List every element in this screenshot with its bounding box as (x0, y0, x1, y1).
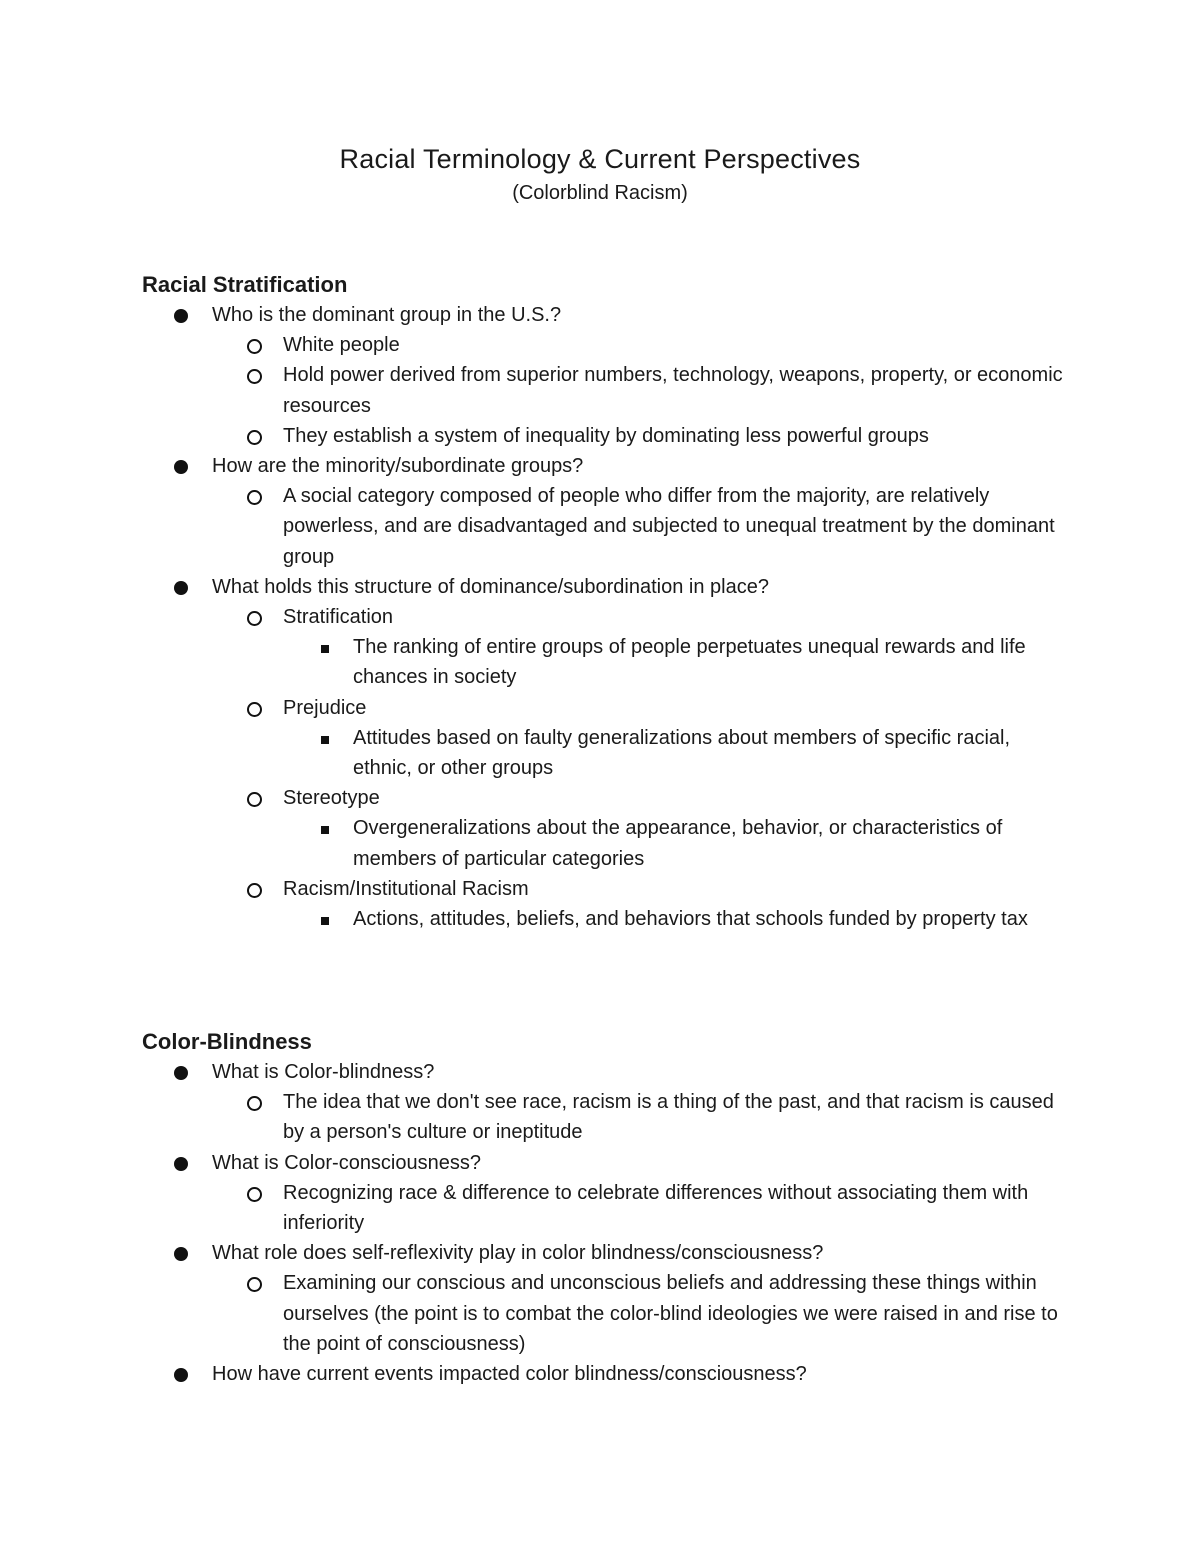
bullet-circle-icon (247, 874, 262, 907)
bullet-dot-icon (174, 1359, 188, 1391)
document-title: Racial Terminology & Current Perspectives (339, 144, 861, 174)
bullet-circle-icon (247, 421, 262, 454)
definition-text: The ranking of entire groups of people perpetuates unequal rewards and life chances in society (353, 636, 1026, 689)
definition-item (353, 904, 1073, 934)
question-item (212, 1148, 1072, 1178)
question-item (212, 572, 1072, 602)
section-heading: Racial Stratification (142, 272, 348, 297)
bullet-circle-icon (247, 330, 262, 363)
bullet-dot-icon (174, 1238, 188, 1270)
bullet-circle-icon (247, 360, 262, 393)
term-text: Racism/Institutional Racism (283, 877, 529, 900)
question-text: How are the minority/subordinate groups? (212, 455, 584, 478)
bullet-circle-icon (247, 1087, 262, 1120)
bullet-circle-icon (247, 783, 262, 816)
question-text: How have current events impacted color blindness/consciousness? (212, 1363, 807, 1386)
bullet-square-icon (321, 813, 329, 843)
definition-text: Attitudes based on faulty generalizations about members of specific racial, ethnic, or other groups (353, 726, 1011, 780)
document-subtitle: (Colorblind Racism) (512, 182, 688, 204)
bullet-dot-icon (174, 572, 188, 604)
term-text: Prejudice (283, 696, 367, 719)
answer-text: Recognizing race & difference to celebrate differences without associating them with inferiority (283, 1181, 1029, 1235)
question-text: Who is the dominant group in the U.S.? (212, 304, 562, 326)
definition-text: Overgeneralizations about the appearance, behavior, or characteristics of members of particular categories (353, 817, 1003, 870)
bullet-dot-icon (174, 451, 188, 483)
question-text: What is Color-blindness? (212, 1061, 435, 1083)
question-item (212, 1359, 1072, 1389)
question-item (212, 300, 1072, 330)
question-text: What role does self-reflexivity play in color blindness/consciousness? (212, 1242, 824, 1265)
bullet-square-icon (321, 632, 329, 662)
term-item (283, 693, 1073, 723)
bullet-dot-icon (174, 300, 188, 332)
question-item (212, 451, 1072, 481)
answer-item (283, 330, 1073, 360)
bullet-square-icon (321, 723, 329, 753)
bullet-dot-icon (174, 1057, 188, 1089)
bullet-square-icon (321, 904, 329, 934)
term-item (283, 783, 1073, 813)
answer-item (283, 421, 1073, 451)
question-text: What holds this structure of dominance/subordination in place? (212, 575, 769, 598)
question-item (212, 1238, 1072, 1268)
definition-item (353, 813, 1073, 873)
bullet-circle-icon (247, 693, 262, 726)
answer-item (283, 360, 1073, 420)
answer-item (283, 1087, 1073, 1147)
answer-text: Examining our conscious and unconscious beliefs and addressing these things within ourselves (the point is to combat the color-blind ideologies we were raised in and rise to the point of consciousness) (283, 1272, 1058, 1355)
section-racial-stratification (0, 270, 1200, 934)
section-color-blindness (0, 1027, 1200, 1389)
term-item (283, 602, 1073, 632)
bullet-circle-icon (247, 1178, 262, 1211)
section-heading: Color-Blindness (142, 1029, 312, 1054)
definition-item (353, 723, 1073, 783)
bullet-circle-icon (247, 602, 262, 635)
bullet-dot-icon (174, 1148, 188, 1180)
answer-text: The idea that we don't see race, racism is a thing of the past, and that racism is caused by a person's culture or ineptitude (283, 1091, 1054, 1144)
definition-text: Actions, attitudes, beliefs, and behaviors that schools funded by property tax (353, 908, 1028, 931)
answer-item (283, 481, 1073, 572)
definition-item (353, 632, 1073, 692)
answer-text: White people (283, 334, 400, 357)
answer-text: They establish a system of inequality by dominating less powerful groups (283, 424, 929, 447)
bullet-circle-icon (247, 481, 262, 514)
answer-item (283, 1268, 1073, 1359)
question-item (212, 1057, 1072, 1087)
term-text: Stratification (283, 606, 394, 629)
term-text: Stereotype (283, 787, 380, 810)
answer-text: Hold power derived from superior numbers, technology, weapons, property, or economic resources (283, 364, 1063, 417)
answer-text: A social category composed of people who differ from the majority, are relatively powerless, and are disadvantaged and subjected to unequal treatment by the dominant group (283, 485, 1055, 568)
bullet-circle-icon (247, 1268, 262, 1301)
question-text: What is Color-consciousness? (212, 1151, 481, 1174)
answer-item (283, 1178, 1073, 1238)
term-item (283, 874, 1073, 904)
